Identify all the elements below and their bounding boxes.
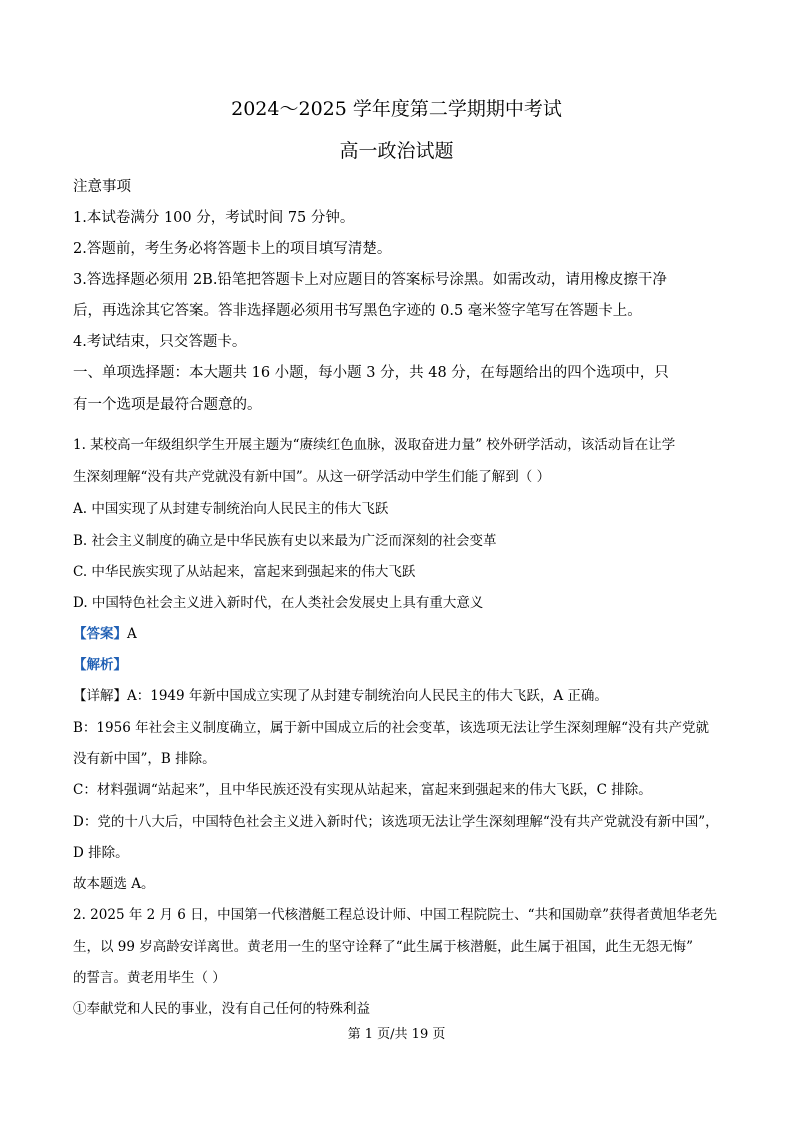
detail-line [73, 686, 608, 706]
exam-title: 2024～2025 学年度第二学期期中考试 [231, 98, 562, 120]
option-a: A. 中国实现了从封建专制统治向人民民主的伟大飞跃 [73, 501, 389, 517]
analysis-label: 【解析】 [73, 657, 127, 673]
detail-text: B：1956 年社会主义制度确立，属于新中国成立后的社会变革，该选项无法让学生深刻理解“没有共产党就 [73, 720, 709, 736]
question-stem: 的誓言。黄老用毕生（ ） [73, 970, 226, 986]
detail-text: A：1949 年新中国成立实现了从封建专制统治向人民民主的伟大飞跃，A 正确。 [127, 688, 608, 704]
section-heading: 有一个选项是最符合题意的。 [73, 397, 262, 413]
answer-value: A [127, 626, 137, 642]
notes-header: 注意事项 [73, 179, 131, 195]
question-stem: 2. 2025 年 2 月 6 日，中国第一代核潜艇工程总设计师、中国工程院院士、“共和国勋章”获得者黄旭华老先 [73, 907, 717, 923]
detail-text: 没有新中国”，B 排除。 [73, 751, 216, 767]
note-line: 2.答题前，考生务必将答题卡上的项目填写清楚。 [73, 241, 392, 257]
answer-label: 【答案】 [73, 626, 127, 642]
detail-text: C：材料强调“站起来”，且中华民族还没有实现从站起来，富起来到强起来的伟大飞跃，C 排除。 [73, 782, 652, 798]
question-stem: 生，以 99 岁高龄安详离世。黄老用一生的坚守诠释了“此生属于核潜艇，此生属于祖国，此生无怨无悔” [73, 939, 694, 955]
detail-label: 【详解】 [73, 688, 127, 704]
analysis-line [73, 655, 127, 675]
detail-text: 故本题选 A。 [73, 876, 155, 892]
question-stem: 1. 某校高一年级组织学生开展主题为“赓续红色血脉，汲取奋进力量” 校外研学活动，该活动旨在让学 [73, 437, 676, 453]
option-d: D. 中国特色社会主义进入新时代，在人类社会发展史上具有重大意义 [73, 595, 484, 611]
note-line: 1.本试卷满分 100 分，考试时间 75 分钟。 [73, 210, 355, 226]
note-line: 4.考试结束，只交答题卡。 [73, 334, 247, 350]
question-stem: 生深刻理解“没有共产党就没有新中国”。从这一研学活动中学生们能了解到（ ） [73, 469, 551, 485]
answer-line [73, 624, 137, 644]
detail-text: D 排除。 [73, 845, 129, 861]
section-heading: 一、单项选择题：本大题共 16 小题，每小题 3 分，共 48 分，在每题给出的四个选项中，只 [73, 365, 669, 381]
detail-text: D：党的十八大后，中国特色社会主义进入新时代；该选项无法让学生深刻理解“没有共产党就没有新中国”， [73, 814, 719, 830]
option-b: B. 社会主义制度的确立是中华民族有史以来最为广泛而深刻的社会变革 [73, 533, 497, 549]
note-line: 3.答选择题必须用 2B.铅笔把答题卡上对应题目的答案标号涂黑。如需改动，请用橡皮擦干净 [73, 272, 667, 288]
page-footer: 第 1 页/共 19 页 [347, 1027, 446, 1042]
note-line: 后，再选涂其它答案。答非选择题必须用书写黑色字迹的 0.5 毫米签字笔写在答题卡上。 [73, 303, 642, 319]
exam-subtitle: 高一政治试题 [339, 140, 454, 162]
statement-1: ①奉献党和人民的事业，没有自己任何的特殊利益 [73, 1001, 370, 1017]
option-c: C. 中华民族实现了从站起来，富起来到强起来的伟大飞跃 [73, 564, 416, 580]
